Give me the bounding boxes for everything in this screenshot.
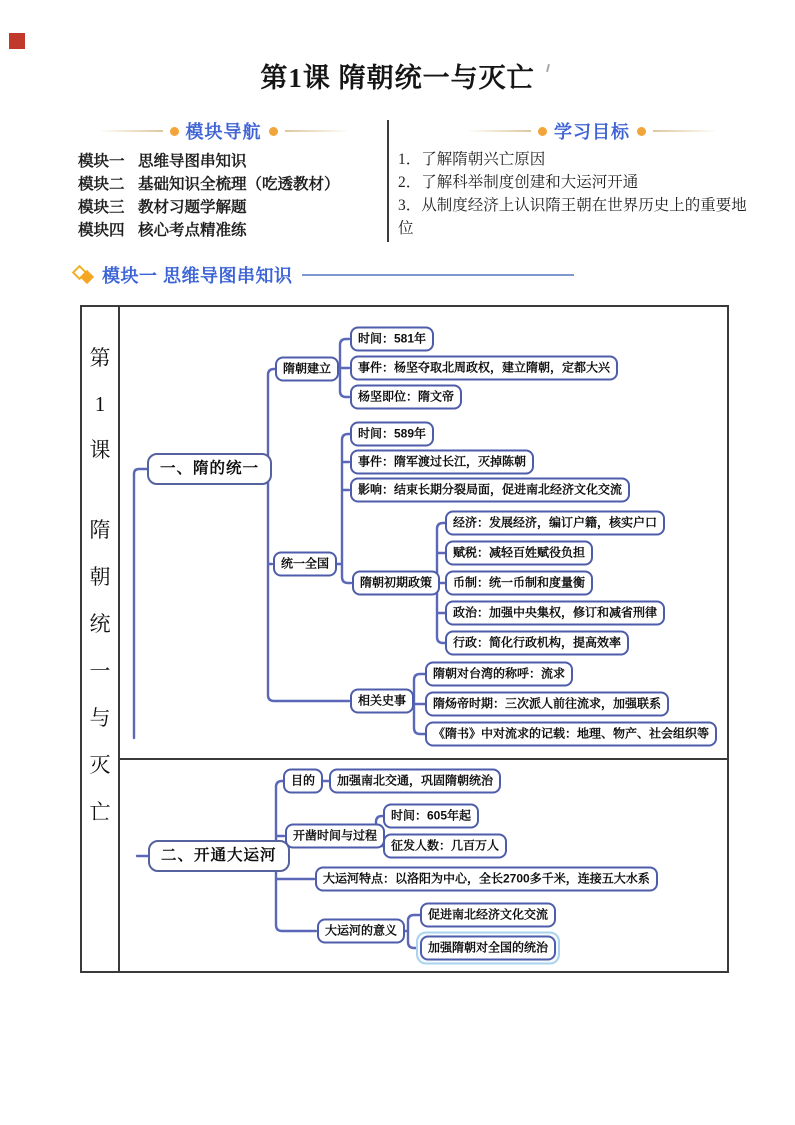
side-char: 隋 — [89, 518, 111, 542]
objectives-panel — [392, 118, 792, 240]
section-rule-line — [302, 274, 574, 276]
red-stamp-icon — [9, 33, 25, 49]
mindmap-node-d2: 隋炀帝时期：三次派人前往流求，加强联系 — [425, 692, 669, 717]
mindmap-node-b2: 事件：隋军渡过长江，灭掉陈朝 — [350, 450, 534, 475]
module-nav-list — [60, 148, 387, 240]
mindmap-node-tongyi: 统一全国 — [273, 552, 337, 577]
nav-item-label: 模块二 — [78, 175, 125, 193]
nav-item-desc: 教材习题学解题 — [138, 198, 247, 216]
mindmap-node-zhengce: 隋朝初期政策 — [352, 571, 440, 596]
mindmap-node-jianli: 隋朝建立 — [275, 357, 339, 382]
side-char: 亡 — [89, 800, 111, 824]
mindmap-node-b3: 影响：结束长期分裂局面，促进南北经济文化交流 — [350, 478, 630, 503]
orange-dot-icon — [170, 127, 179, 136]
mindmap-node-c2: 赋税：减轻百姓赋役负担 — [445, 541, 593, 566]
mindmap-node-shishi: 相关史事 — [350, 689, 414, 714]
table-row-divider — [120, 758, 727, 760]
nav-item-label: 模块四 — [78, 221, 125, 239]
nav-item-module3 — [78, 194, 387, 217]
mindmap-node-g2: 加强隋朝对全国的统治 — [420, 936, 556, 961]
module-nav-title: 模块导航 — [185, 122, 262, 142]
mindmap-node-c1: 经济：发展经济，编订户籍，核实户口 — [445, 511, 665, 536]
module1-section-title: 模块一 思维导图串知识 — [102, 266, 293, 286]
table-column-divider — [118, 307, 120, 971]
mindmap-node-g1: 促进南北经济文化交流 — [420, 903, 556, 928]
mindmap-node-d1: 隋朝对台湾的称呼：流求 — [425, 662, 573, 687]
mindmap-node-d3: 《隋书》中对流求的记载：地理、物产、社会组织等 — [425, 722, 717, 747]
mindmap-node-c3: 币制：统一币制和度量衡 — [445, 571, 593, 596]
module-nav-panel — [60, 118, 387, 240]
nav-item-label: 模块三 — [78, 198, 125, 216]
mindmap-node-f1: 时间：605年起 — [383, 804, 479, 829]
objectives-header — [392, 118, 792, 144]
nav-item-label: 模块一 — [78, 152, 125, 170]
objectives-list — [392, 148, 756, 240]
side-char: 与 — [89, 706, 111, 730]
deco-line — [653, 130, 715, 132]
lesson-side-label-top — [82, 335, 118, 473]
objective-item: 3．从制度经济上认识隋王朝在世界历史上的重要地位 — [398, 197, 747, 237]
deco-line — [469, 130, 531, 132]
lesson-side-label-bottom — [82, 507, 118, 836]
side-char: 第 — [89, 346, 111, 370]
mindmap-node-mudi: 目的 — [283, 769, 323, 794]
nav-item-module2 — [78, 171, 387, 194]
mindmap-node-a1: 时间：581年 — [350, 327, 434, 352]
mindmap-node-a2: 事件：杨坚夺取北周政权，建立隋朝，定都大兴 — [350, 356, 618, 381]
deco-line — [101, 130, 163, 132]
objective-item: 2．了解科举制度创建和大运河开通 — [398, 174, 639, 191]
nav-item-desc: 核心考点精准练 — [138, 221, 247, 239]
mindmap-node-e1: 加强南北交通，巩固隋朝统治 — [329, 769, 501, 794]
double-diamond-icon — [73, 264, 95, 286]
mindmap-node-root2: 二、开通大运河 — [148, 840, 290, 872]
mindmap-node-b1: 时间：589年 — [350, 422, 434, 447]
module1-section-header — [73, 262, 574, 288]
mindmap-node-kaizao: 开凿时间与过程 — [285, 824, 385, 849]
mindmap-node-f2: 征发人数：几百万人 — [383, 834, 507, 859]
orange-dot-icon — [269, 127, 278, 136]
orange-dot-icon — [637, 127, 646, 136]
side-char: 课 — [89, 438, 111, 462]
orange-dot-icon — [538, 127, 547, 136]
side-char: 1 — [94, 392, 106, 416]
module-nav-header — [60, 118, 387, 144]
mindmap-node-c4: 政治：加强中央集权，修订和减省刑律 — [445, 601, 665, 626]
nav-item-module4 — [78, 217, 387, 240]
mindmap-node-c5: 行政：简化行政机构，提高效率 — [445, 631, 629, 656]
mindmap-node-yiyi: 大运河的意义 — [317, 919, 405, 944]
column-divider — [387, 120, 389, 242]
nav-item-module1 — [78, 148, 387, 171]
deco-line — [285, 130, 347, 132]
side-char: 统 — [89, 612, 111, 636]
mindmap-node-tedian: 大运河特点：以洛阳为中心，全长2700多千米，连接五大水系 — [315, 867, 658, 892]
nav-item-desc: 基础知识全梳理（吃透教材） — [138, 175, 340, 193]
side-char: 朝 — [89, 565, 111, 589]
objectives-title: 学习目标 — [554, 122, 630, 142]
selected-node-highlight — [416, 932, 560, 965]
mindmap-node-a3: 杨坚即位：隋文帝 — [350, 385, 462, 410]
objective-item: 1．了解隋朝兴亡原因 — [398, 151, 546, 168]
nav-item-desc: 思维导图串知识 — [138, 152, 247, 170]
mindmap-node-root1: 一、隋的统一 — [147, 453, 272, 485]
page-title: 第1课 隋朝统一与灭亡 — [260, 63, 535, 93]
side-char: 灭 — [89, 753, 111, 777]
side-char: 一 — [89, 659, 111, 683]
